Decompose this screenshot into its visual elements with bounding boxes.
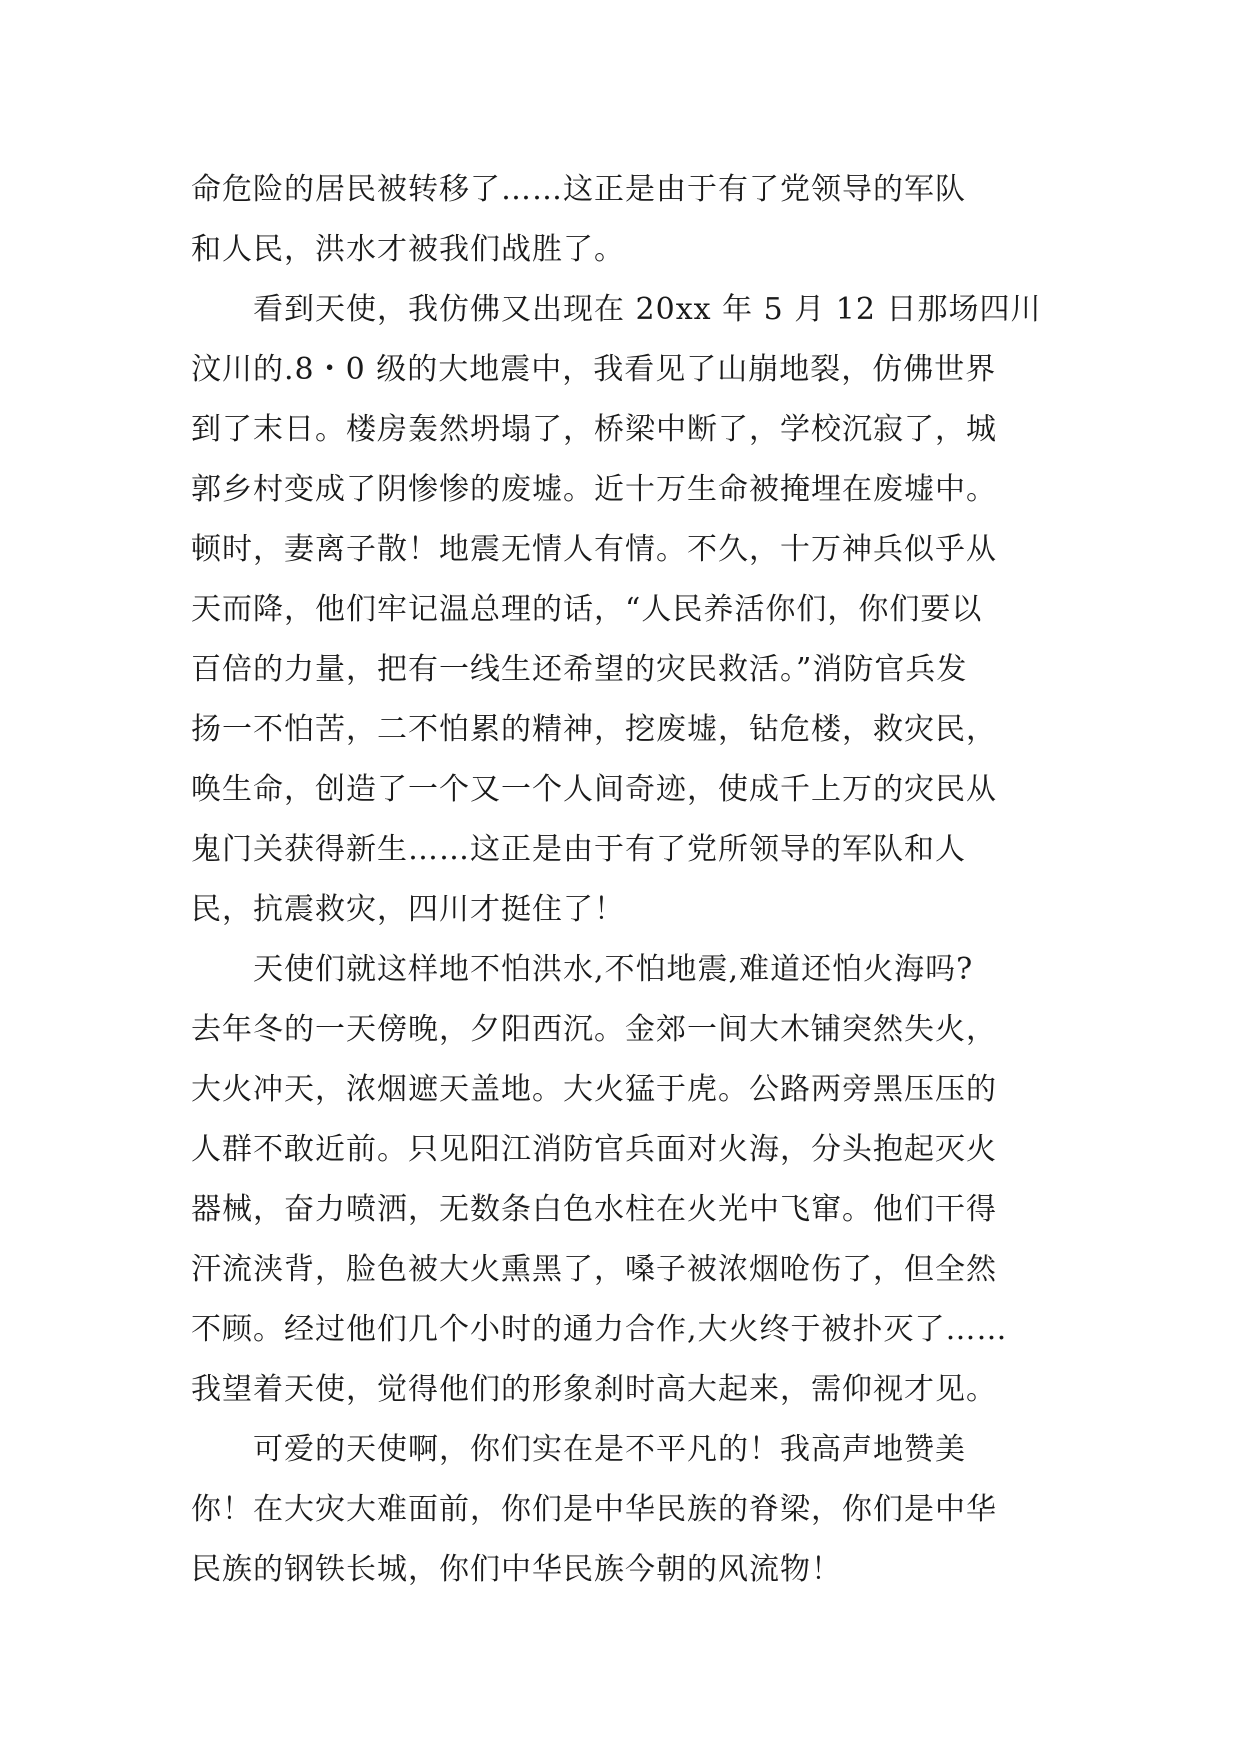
text-line: 看到天使，我仿佛又出现在 20xx 年 5 月 12 日那场四川 bbox=[191, 292, 1042, 327]
text-line: 人群不敢近前。只见阳江消防官兵面对火海，分头抱起灭火 bbox=[191, 1132, 997, 1167]
text-line: 汶川的.8・0 级的大地震中，我看见了山崩地裂，仿佛世界 bbox=[191, 352, 997, 387]
text-line: 我望着天使，觉得他们的形象刹时高大起来，需仰视才见。 bbox=[191, 1372, 997, 1407]
text-line: 郭乡村变成了阴惨惨的废墟。近十万生命被掩埋在废墟中。 bbox=[191, 472, 997, 507]
text-line: 汗流浃背，脸色被大火熏黑了，嗓子被浓烟呛伤了，但全然 bbox=[191, 1252, 997, 1287]
text-line: 和人民，洪水才被我们战胜了。 bbox=[191, 232, 625, 267]
text-line: 大火冲天，浓烟遮天盖地。大火猛于虎。公路两旁黑压压的 bbox=[191, 1072, 997, 1107]
text-line: 民，抗震救灾，四川才挺住了！ bbox=[191, 892, 625, 927]
text-line: 百倍的力量，把有一线生还希望的灾民救活。”消防官兵发 bbox=[191, 652, 968, 687]
text-line: 你！在大灾大难面前，你们是中华民族的脊梁，你们是中华 bbox=[191, 1492, 997, 1527]
body-text bbox=[191, 160, 1071, 1600]
text-line: 扬一不怕苦，二不怕累的精神，挖废墟，钻危楼，救灾民， bbox=[191, 712, 997, 747]
text-line: 不顾。经过他们几个小时的通力合作,大火终于被扑灭了…… bbox=[191, 1312, 1008, 1347]
text-line: 去年冬的一天傍晚，夕阳西沉。金郊一间大木铺突然失火， bbox=[191, 1012, 997, 1047]
text-line: 可爱的天使啊，你们实在是不平凡的！我高声地赞美 bbox=[191, 1432, 966, 1467]
text-line: 器械，奋力喷洒，无数条白色水柱在火光中飞窜。他们干得 bbox=[191, 1192, 997, 1227]
text-line: 天使们就这样地不怕洪水,不怕地震,难道还怕火海吗? bbox=[191, 952, 974, 987]
text-line: 到了末日。楼房轰然坍塌了，桥梁中断了，学校沉寂了，城 bbox=[191, 412, 997, 447]
text-line: 鬼门关获得新生……这正是由于有了党所领导的军队和人 bbox=[191, 832, 966, 867]
text-line: 唤生命，创造了一个又一个人间奇迹，使成千上万的灾民从 bbox=[191, 772, 997, 807]
text-line: 天而降，他们牢记温总理的话，“人民养活你们，你们要以 bbox=[191, 592, 983, 627]
text-line: 命危险的居民被转移了……这正是由于有了党领导的军队 bbox=[191, 172, 966, 207]
text-line: 民族的钢铁长城，你们中华民族今朝的风流物！ bbox=[191, 1552, 842, 1587]
text-line: 顿时，妻离子散！地震无情人有情。不久，十万神兵似乎从 bbox=[191, 532, 997, 567]
